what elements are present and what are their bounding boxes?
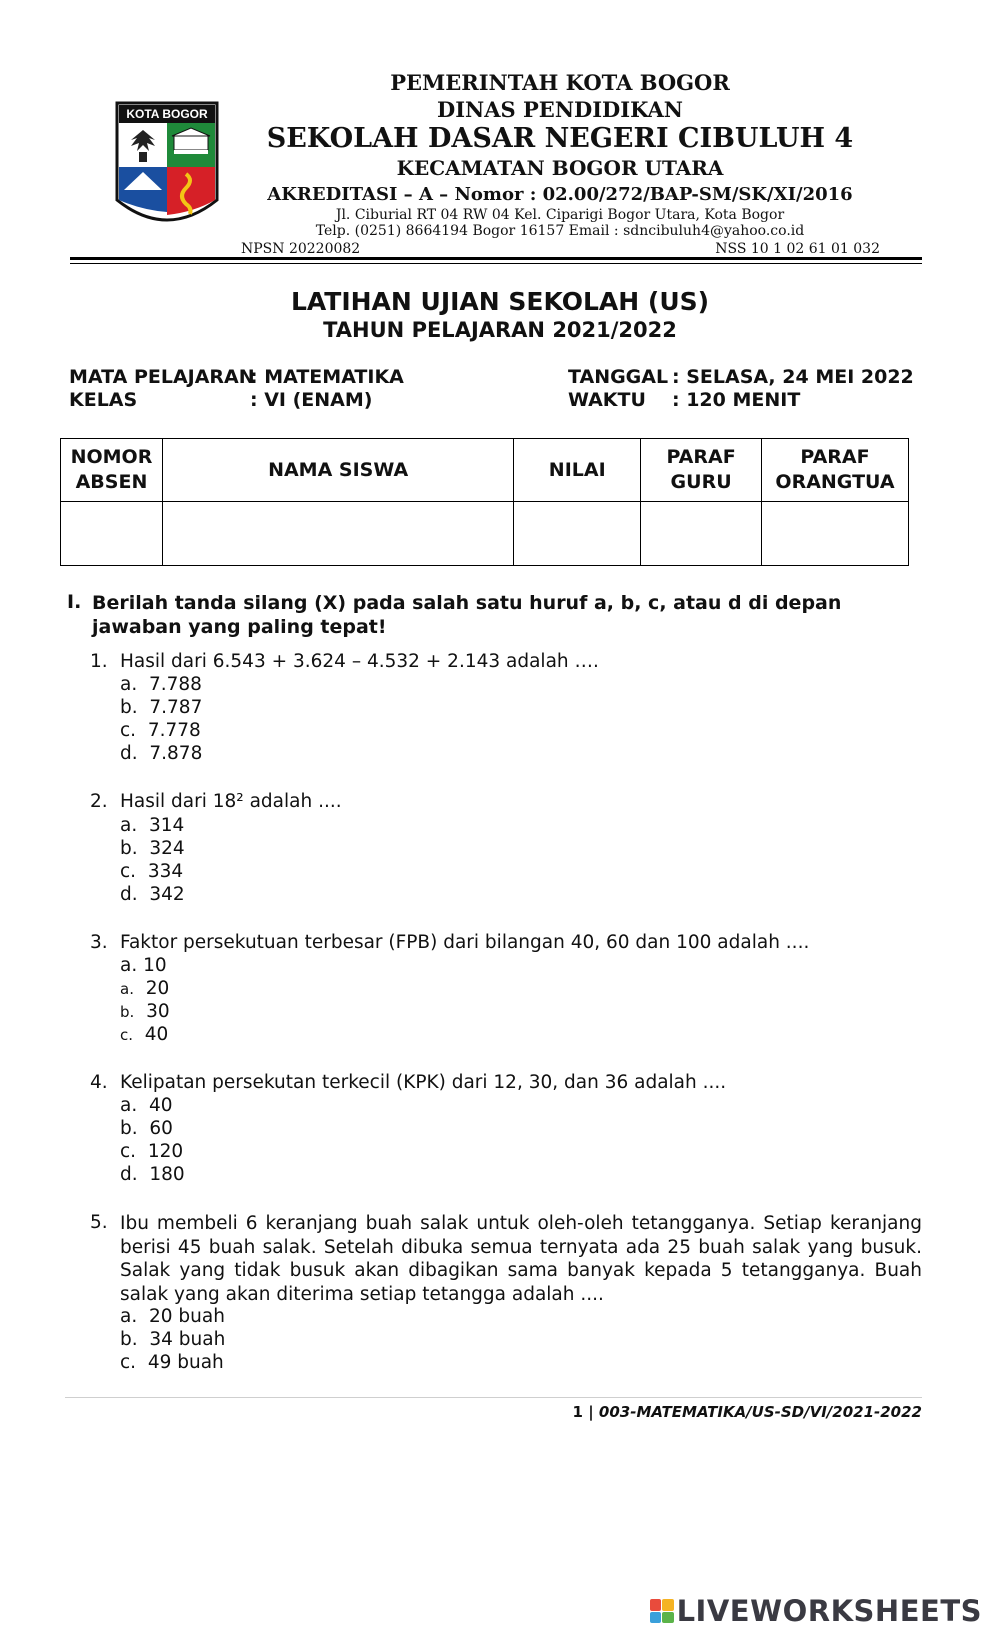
question-number: 2. bbox=[90, 791, 108, 812]
liveworksheets-watermark: LIVEWORKSHEETS bbox=[650, 1594, 982, 1628]
question-number: 4. bbox=[90, 1072, 108, 1093]
option-d[interactable]: c. 40 bbox=[120, 1024, 169, 1045]
header-nilai: NILAI bbox=[514, 439, 641, 502]
cell-nama-siswa[interactable] bbox=[162, 502, 513, 566]
cell-nilai[interactable] bbox=[514, 502, 641, 566]
option-a[interactable]: a. 314 bbox=[120, 815, 185, 836]
option-c[interactable]: c. 120 bbox=[120, 1141, 184, 1162]
subject-value: : MATEMATIKA bbox=[250, 366, 404, 388]
cell-paraf-guru[interactable] bbox=[641, 502, 762, 566]
logo-label: KOTA BOGOR bbox=[126, 107, 208, 121]
exam-year: TAHUN PELAJARAN 2021/2022 bbox=[323, 318, 677, 342]
option-b[interactable]: b. 60 bbox=[120, 1118, 173, 1139]
question-text: Faktor persekutuan terbesar (FPB) dari bilangan 40, 60 dan 100 adalah .... bbox=[120, 932, 810, 953]
header-nama-siswa: NAMA SISWA bbox=[162, 439, 513, 502]
option-a[interactable]: a. 10 bbox=[120, 955, 167, 976]
option-c[interactable]: c. 334 bbox=[120, 861, 184, 882]
option-a[interactable]: a. 40 bbox=[120, 1095, 173, 1116]
kota-bogor-logo bbox=[114, 100, 220, 228]
footer-rule bbox=[65, 1397, 922, 1398]
option-d[interactable]: d. 180 bbox=[120, 1164, 185, 1185]
liveworksheets-logo-icon bbox=[650, 1599, 674, 1623]
accreditation: AKREDITASI – A – Nomor : 02.00/272/BAP-SM/SK/XI/2016 bbox=[267, 184, 853, 205]
question-text: Ibu membeli 6 keranjang buah salak untuk oleh-oleh tetangganya. Setiap keranjang berisi 45 buah salak. Setelah dibuka semua ternyata ada 25 buah salak yang busuk. Salak yang tidak busuk akan dibagikan sama banyak kepada 5 tetangganya. Buah salak yang akan diterima setiap tetangga adalah .... bbox=[120, 1213, 922, 1305]
header-nomor-absen: NOMOR ABSEN bbox=[61, 439, 163, 502]
option-d[interactable]: d. 342 bbox=[120, 884, 185, 905]
date-value: : SELASA, 24 MEI 2022 bbox=[672, 366, 914, 388]
class-label: KELAS bbox=[69, 389, 138, 411]
cell-paraf-orangtua[interactable] bbox=[762, 502, 909, 566]
class-value: : VI (ENAM) bbox=[250, 389, 373, 411]
option-b[interactable]: b. 324 bbox=[120, 838, 185, 859]
option-d[interactable]: d. 7.878 bbox=[120, 743, 203, 764]
time-label: WAKTU bbox=[568, 389, 646, 411]
question-text: Kelipatan persekutan terkecil (KPK) dari 12, 30, dan 36 adalah .... bbox=[120, 1072, 727, 1093]
option-a[interactable]: a. 20 buah bbox=[120, 1306, 225, 1327]
header-paraf-orangtua: PARAF ORANGTUA bbox=[762, 439, 909, 502]
district-name: KECAMATAN BOGOR UTARA bbox=[396, 156, 724, 180]
question-number: 3. bbox=[90, 932, 108, 953]
question-text: Hasil dari 6.543 + 3.624 – 4.532 + 2.143 adalah …. bbox=[120, 651, 599, 672]
letterhead-rule-thick bbox=[70, 257, 922, 260]
question-number: 5. bbox=[90, 1212, 108, 1233]
option-a[interactable]: a. 7.788 bbox=[120, 674, 202, 695]
nss: NSS 10 1 02 61 01 032 bbox=[715, 241, 880, 257]
exam-title: LATIHAN UJIAN SEKOLAH (US) bbox=[290, 287, 710, 316]
student-identity-table bbox=[60, 438, 909, 566]
date-label: TANGGAL bbox=[568, 366, 669, 388]
header-paraf-guru: PARAF GURU bbox=[641, 439, 762, 502]
address: Jl. Ciburial RT 04 RW 04 Kel. Ciparigi Bogor Utara, Kota Bogor bbox=[335, 207, 785, 223]
option-b[interactable]: b. 34 buah bbox=[120, 1329, 226, 1350]
option-b[interactable]: a. 20 bbox=[120, 978, 170, 999]
letterhead-rule-thin bbox=[70, 263, 922, 264]
option-b[interactable]: b. 7.787 bbox=[120, 697, 203, 718]
npsn: NPSN 20220082 bbox=[241, 241, 361, 257]
option-c[interactable]: b. 30 bbox=[120, 1001, 170, 1022]
time-value: : 120 MENIT bbox=[672, 389, 801, 411]
agency-name: DINAS PENDIDIKAN bbox=[437, 97, 683, 122]
option-c[interactable]: c. 49 buah bbox=[120, 1352, 224, 1373]
contact: Telp. (0251) 8664194 Bogor 16157 Email : sdncibuluh4@yahoo.co.id bbox=[315, 223, 805, 239]
section-instruction: Berilah tanda silang (X) pada salah satu huruf a, b, c, atau d di depan jawaban yang paling tepat! bbox=[92, 592, 842, 638]
question-number: 1. bbox=[90, 651, 108, 672]
question-text: Hasil dari 18² adalah .... bbox=[120, 791, 342, 812]
gov-name: PEMERINTAH KOTA BOGOR bbox=[390, 70, 730, 95]
section-number: I. bbox=[67, 591, 82, 613]
subject-label: MATA PELAJARAN bbox=[69, 366, 255, 388]
option-c[interactable]: c. 7.778 bbox=[120, 720, 201, 741]
cell-nomor-absen[interactable] bbox=[61, 502, 163, 566]
page-footer: 1 | 003-MATEMATIKA/US-SD/VI/2021-2022 bbox=[572, 1403, 922, 1421]
school-name: SEKOLAH DASAR NEGERI CIBULUH 4 bbox=[266, 123, 854, 154]
